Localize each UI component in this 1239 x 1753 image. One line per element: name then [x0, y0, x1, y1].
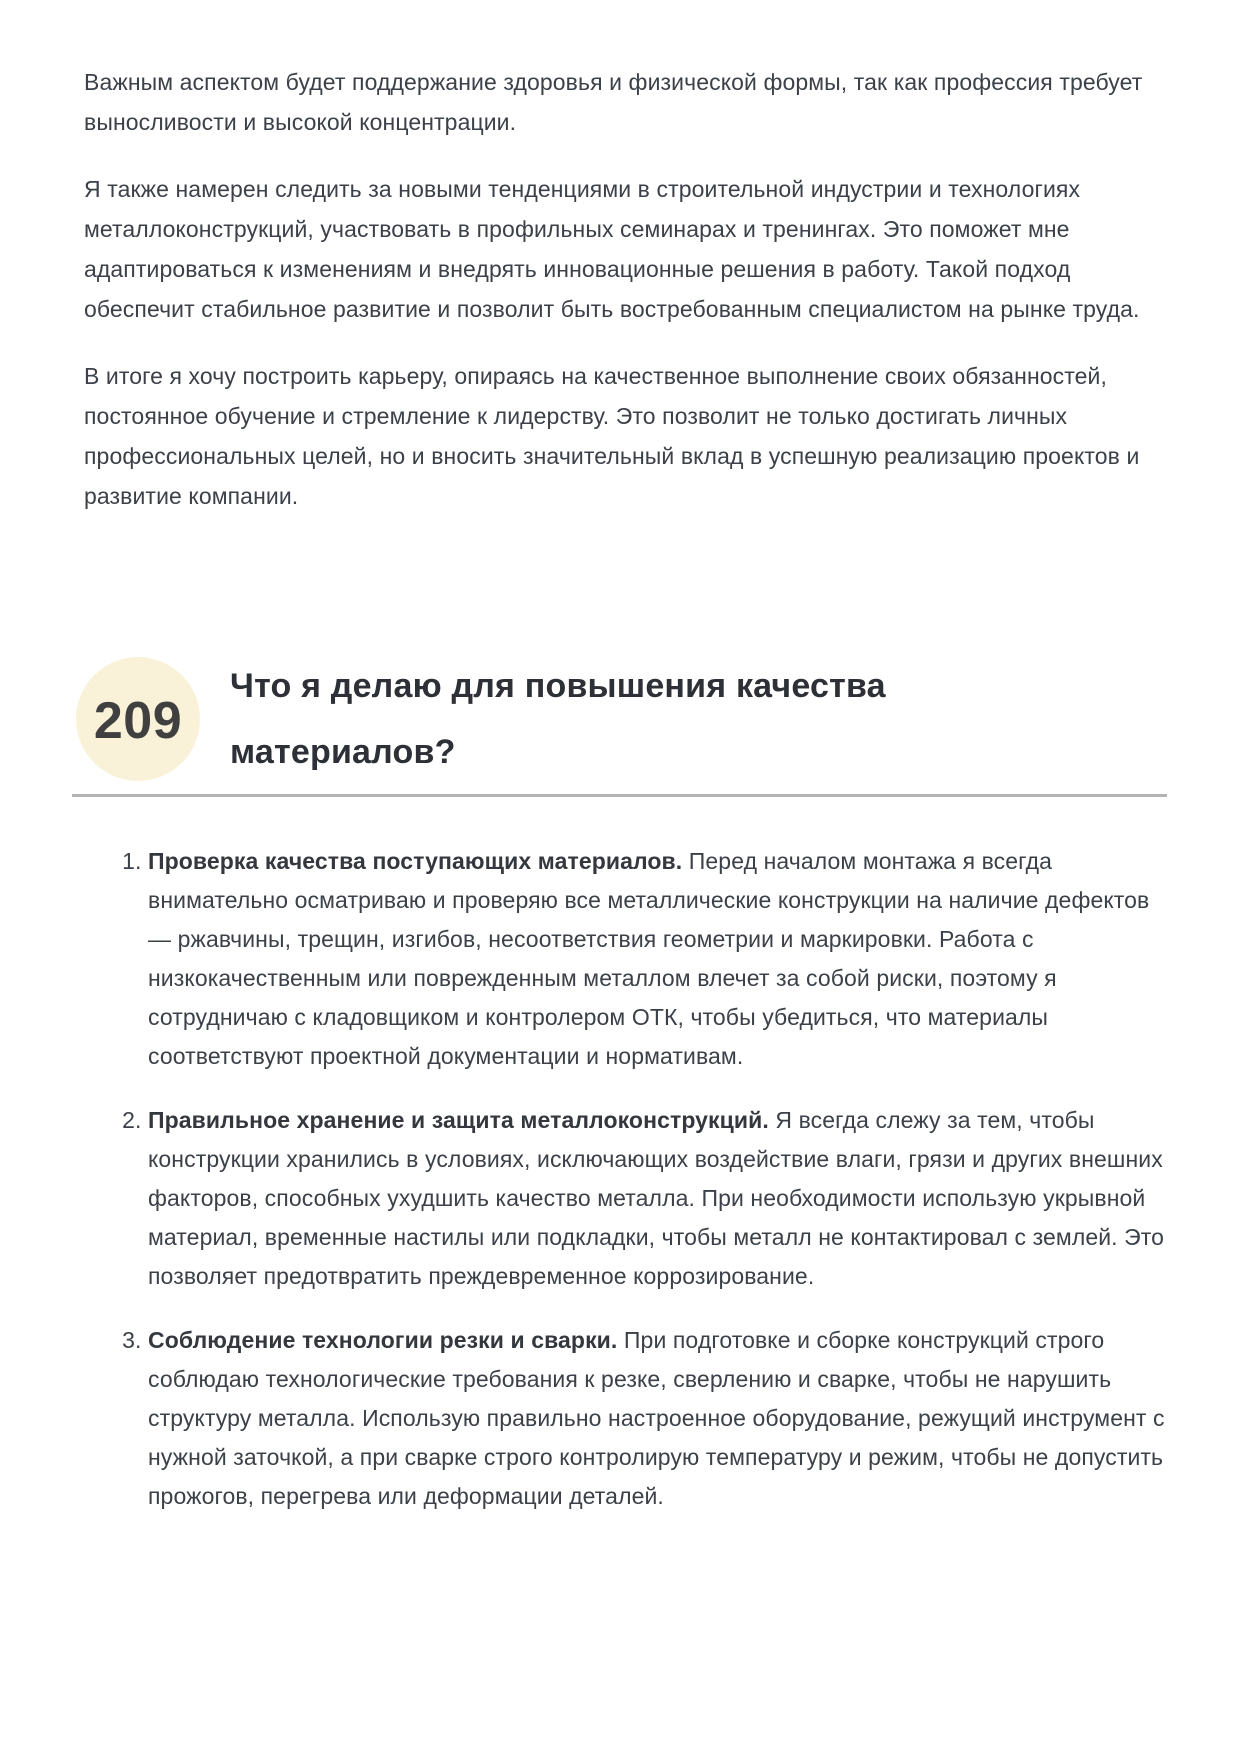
- intro-paragraph: В итоге я хочу построить карьеру, опираясь на качественное выполнение своих обязанностей, постоянное обучение и стремление к лидерству. Это позволит не только достигать личных профессиональных целей, но и вносить значительный вклад в успешную реализацию проектов и развитие компании.: [84, 363, 1140, 509]
- item-lead: Соблюдение технологии резки и сварки.: [148, 1327, 618, 1353]
- section-divider: [72, 794, 1167, 797]
- intro-paragraph: Я также намерен следить за новыми тенденциями в строительной индустрии и технологиях металлоконструкций, участвовать в профильных семинарах и тренингах. Это поможет мне адаптироваться к изменениям и внедрять инновационные решения в работу. Такой подход обеспечит стабильное развитие и позволит быть востребованным специалистом на рынке труда.: [84, 176, 1140, 322]
- intro-section: [84, 62, 1167, 516]
- list-item: [148, 1321, 1167, 1516]
- question-number: 209: [93, 692, 183, 750]
- section-header: [84, 653, 1167, 785]
- list-item: [148, 1101, 1167, 1296]
- section-title: Что я делаю для повышения качества материалов?: [230, 667, 886, 771]
- list-item: [148, 842, 1167, 1076]
- answer-list: [84, 842, 1167, 1516]
- item-body: Я всегда слежу за тем, чтобы конструкции хранились в условиях, исключающих воздействие влаги, грязи и других внешних факторов, способных ухудшить качество металла. При необходимости использую укрывной материал, временные настилы или подкладки, чтобы металл не контактировал с землей. Это позволяет предотвратить преждевременное коррозирование.: [148, 1107, 1165, 1289]
- item-lead: Правильное хранение и защита металлоконструкций.: [148, 1107, 769, 1133]
- item-lead: Проверка качества поступающих материалов.: [148, 848, 683, 874]
- document-page: [84, 0, 1167, 1516]
- item-body: При подготовке и сборке конструкций строго соблюдаю технологические требования к резке, сверлению и сварке, чтобы не нарушить структуру металла. Использую правильно настроенное оборудование, режущий инструмент с нужной заточкой, а при сварке строго контролирую температуру и режим, чтобы не допустить прожогов, перегрева или деформации деталей.: [148, 1327, 1165, 1509]
- intro-paragraph: Важным аспектом будет поддержание здоровья и физической формы, так как профессия требует выносливости и высокой концентрации.: [84, 69, 1143, 135]
- item-body: Перед началом монтажа я всегда внимательно осматриваю и проверяю все металлические конструкции на наличие дефектов — ржавчины, трещин, изгибов, несоответствия геометрии и маркировки. Работа с низкокачественным или поврежденным металлом влечет за собой риски, поэтому я сотрудничаю с кладовщиком и контролером ОТК, чтобы убедиться, что материалы соответствуют проектной документации и нормативам.: [148, 848, 1150, 1069]
- question-number-badge: [76, 657, 200, 781]
